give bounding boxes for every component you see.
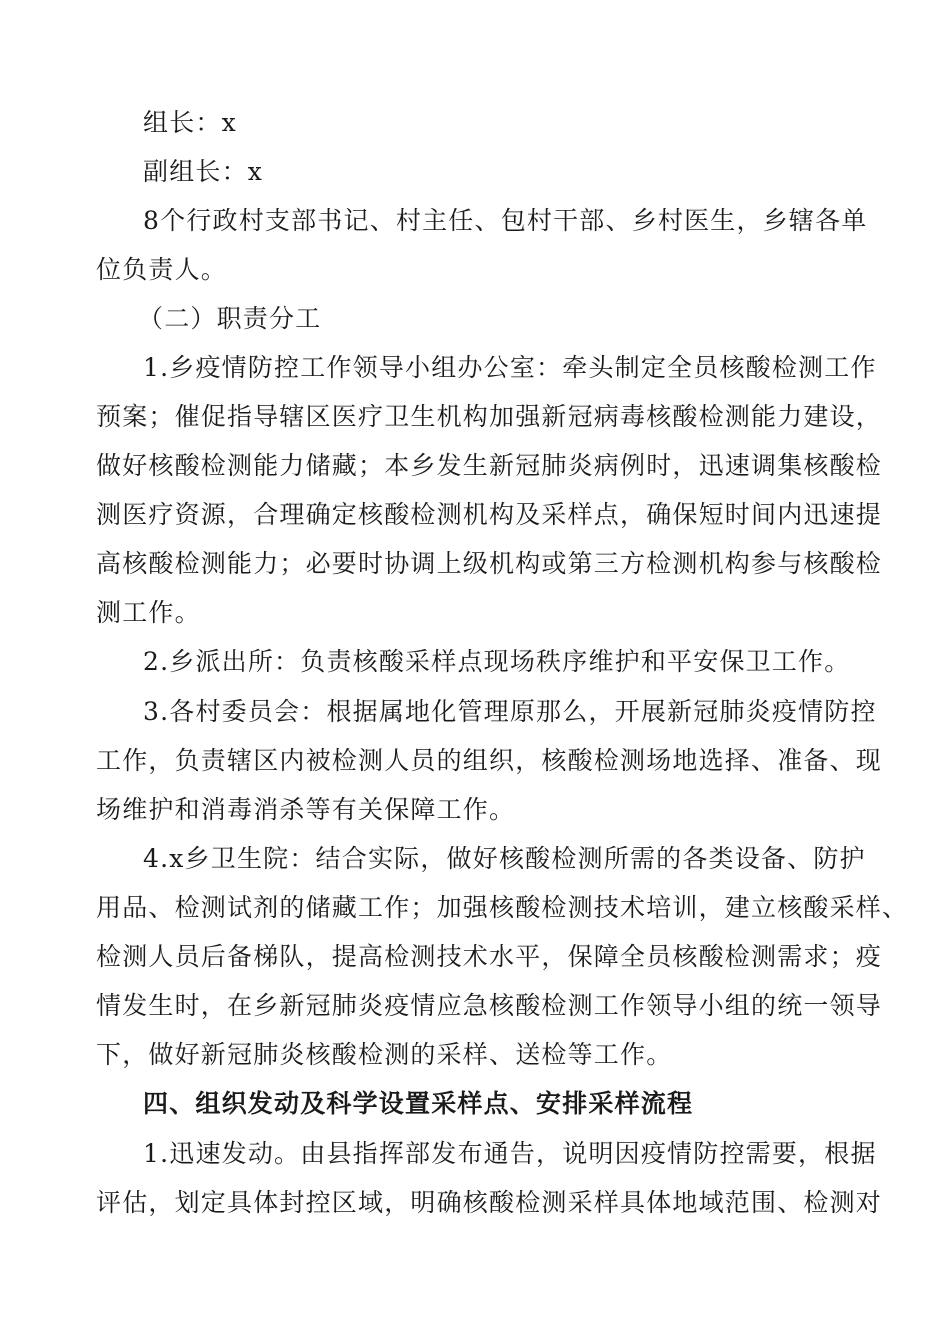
duty-4-line-3: 检测人员后备梯队，提高检测技术水平，保障全员核酸检测需求；疫	[96, 942, 883, 971]
mobilize-line-1: 1.迅速发动。由县指挥部发布通告，说明因疫情防控需要，根据	[143, 1139, 877, 1168]
duty-3-line-3: 场维护和消毒消杀等有关保障工作。	[96, 795, 516, 824]
team-leader-line: 组长：x	[143, 108, 237, 137]
members-line-1: 8个行政村支部书记、村主任、包村干部、乡村医生，乡辖各单	[143, 206, 868, 235]
duty-4-line-2: 用品、检测试剂的储藏工作；加强核酸检测技术培训，建立核酸采样、	[96, 893, 909, 922]
duty-4-line-4: 情发生时，在乡新冠肺炎疫情应急核酸检测工作领导小组的统一领导	[96, 991, 883, 1020]
duty-2-line-1: 2.乡派出所：负责核酸采样点现场秩序维护和平安保卫工作。	[143, 647, 851, 676]
duty-1-line-6: 测工作。	[96, 598, 201, 627]
duty-1-line-1: 1.乡疫情防控工作领导小组办公室：牵头制定全员核酸检测工作	[143, 353, 877, 382]
duty-4-line-5: 下，做好新冠肺炎核酸检测的采样、送检等工作。	[96, 1040, 673, 1069]
duty-3-line-1: 3.各村委员会：根据属地化管理原那么，开展新冠肺炎疫情防控	[143, 697, 877, 726]
members-line-2: 位负责人。	[96, 255, 228, 284]
mobilize-line-2: 评估，划定具体封控区域，明确核酸检测采样具体地域范围、检测对	[96, 1188, 883, 1217]
duty-1-line-3: 做好核酸检测能力储藏；本乡发生新冠肺炎病例时，迅速调集核酸检	[96, 451, 883, 480]
duty-1-line-2: 预案；催促指导辖区医疗卫生机构加强新冠病毒核酸检测能力建设，	[96, 402, 883, 431]
duty-1-line-4: 测医疗资源，合理确定核酸检测机构及采样点，确保短时间内迅速提	[96, 500, 883, 529]
duty-3-line-2: 工作，负责辖区内被检测人员的组织，核酸检测场地选择、准备、现	[96, 746, 883, 775]
section-four-heading: 四、组织发动及科学设置采样点、安排采样流程	[143, 1089, 694, 1118]
deputy-leader-line: 副组长：x	[143, 157, 264, 186]
section-duties-heading: （二）职责分工	[138, 304, 322, 333]
duty-1-line-5: 高核酸检测能力；必要时协调上级机构或第三方检测机构参与核酸检	[96, 549, 883, 578]
duty-4-line-1: 4.x乡卫生院：结合实际，做好核酸检测所需的各类设备、防护	[143, 844, 866, 873]
